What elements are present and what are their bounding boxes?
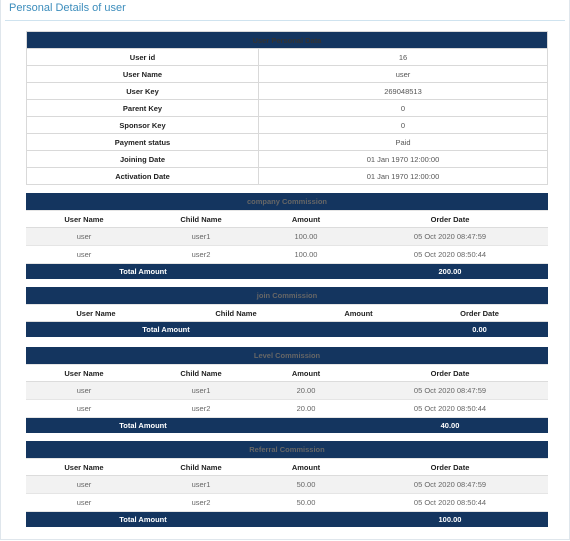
cell-child-name: user2 bbox=[142, 400, 260, 418]
level-commission-table bbox=[26, 347, 548, 433]
personal-data-header: User Personal Data bbox=[27, 32, 548, 49]
field-label: Sponsor Key bbox=[27, 117, 259, 134]
personal-row-user-name bbox=[27, 66, 548, 83]
column-header-amount: Amount bbox=[260, 459, 352, 476]
company-commission-header: company Commission bbox=[26, 193, 548, 211]
total-amount: 0.00 bbox=[411, 322, 548, 338]
total-label: Total Amount bbox=[26, 418, 260, 434]
cell-amount: 100.00 bbox=[260, 246, 352, 264]
personal-row-parent-key bbox=[27, 100, 548, 117]
level-commission-header: Level Commission bbox=[26, 347, 548, 365]
total-row bbox=[26, 418, 548, 434]
total-label: Total Amount bbox=[26, 512, 260, 528]
table-row bbox=[26, 400, 548, 418]
cell-amount: 50.00 bbox=[260, 476, 352, 494]
total-row bbox=[26, 322, 548, 338]
column-header-order-date: Order Date bbox=[352, 459, 548, 476]
field-value: 16 bbox=[259, 49, 548, 66]
total-label: Total Amount bbox=[26, 322, 306, 338]
personal-row-joining-date bbox=[27, 151, 548, 168]
cell-order-date: 05 Oct 2020 08:47:59 bbox=[352, 228, 548, 246]
cell-user-name: user bbox=[26, 476, 142, 494]
column-header-child-name: Child Name bbox=[166, 305, 306, 322]
spacer bbox=[260, 512, 352, 528]
cell-order-date: 05 Oct 2020 08:47:59 bbox=[352, 382, 548, 400]
column-header-order-date: Order Date bbox=[352, 211, 548, 228]
cell-order-date: 05 Oct 2020 08:50:44 bbox=[352, 494, 548, 512]
column-header-amount: Amount bbox=[306, 305, 411, 322]
column-header-user-name: User Name bbox=[26, 365, 142, 382]
referral-commission-header: Referral Commission bbox=[26, 441, 548, 459]
total-row bbox=[26, 264, 548, 280]
cell-user-name: user bbox=[26, 400, 142, 418]
cell-amount: 20.00 bbox=[260, 400, 352, 418]
field-label: User Name bbox=[27, 66, 259, 83]
field-value: 0 bbox=[259, 100, 548, 117]
spacer bbox=[306, 322, 411, 338]
cell-order-date: 05 Oct 2020 08:47:59 bbox=[352, 476, 548, 494]
referral-commission-section bbox=[26, 441, 548, 527]
table-row bbox=[26, 246, 548, 264]
level-commission-section bbox=[26, 347, 548, 433]
cell-user-name: user bbox=[26, 494, 142, 512]
column-header-child-name: Child Name bbox=[142, 211, 260, 228]
personal-row-sponsor-key bbox=[27, 117, 548, 134]
personal-row-user-id bbox=[27, 49, 548, 66]
personal-data-table bbox=[26, 31, 548, 185]
cell-amount: 20.00 bbox=[260, 382, 352, 400]
field-label: User id bbox=[27, 49, 259, 66]
personal-row-activation-date bbox=[27, 168, 548, 185]
company-commission-section bbox=[26, 193, 548, 279]
join-commission-header: join Commission bbox=[26, 287, 548, 305]
cell-order-date: 05 Oct 2020 08:50:44 bbox=[352, 400, 548, 418]
total-amount: 40.00 bbox=[352, 418, 548, 434]
field-value: Paid bbox=[259, 134, 548, 151]
table-row bbox=[26, 228, 548, 246]
field-value: user bbox=[259, 66, 548, 83]
column-header-user-name: User Name bbox=[26, 305, 166, 322]
total-label: Total Amount bbox=[26, 264, 260, 280]
join-commission-section bbox=[26, 287, 548, 337]
field-label: Payment status bbox=[27, 134, 259, 151]
field-value: 0 bbox=[259, 117, 548, 134]
cell-child-name: user2 bbox=[142, 494, 260, 512]
spacer bbox=[260, 418, 352, 434]
cell-child-name: user2 bbox=[142, 246, 260, 264]
table-row bbox=[26, 382, 548, 400]
cell-user-name: user bbox=[26, 246, 142, 264]
column-header-child-name: Child Name bbox=[142, 365, 260, 382]
field-label: User Key bbox=[27, 83, 259, 100]
join-commission-table bbox=[26, 287, 548, 337]
column-header-amount: Amount bbox=[260, 211, 352, 228]
field-value: 01 Jan 1970 12:00:00 bbox=[259, 151, 548, 168]
field-label: Parent Key bbox=[27, 100, 259, 117]
total-amount: 200.00 bbox=[352, 264, 548, 280]
page-title: Personal Details of user bbox=[9, 2, 126, 14]
table-row bbox=[26, 476, 548, 494]
cell-order-date: 05 Oct 2020 08:50:44 bbox=[352, 246, 548, 264]
cell-child-name: user1 bbox=[142, 476, 260, 494]
title-divider bbox=[5, 20, 565, 21]
total-amount: 100.00 bbox=[352, 512, 548, 528]
column-header-amount: Amount bbox=[260, 365, 352, 382]
column-header-child-name: Child Name bbox=[142, 459, 260, 476]
column-header-order-date: Order Date bbox=[411, 305, 548, 322]
table-row bbox=[26, 494, 548, 512]
cell-user-name: user bbox=[26, 382, 142, 400]
cell-user-name: user bbox=[26, 228, 142, 246]
cell-child-name: user1 bbox=[142, 382, 260, 400]
field-label: Activation Date bbox=[27, 168, 259, 185]
column-header-order-date: Order Date bbox=[352, 365, 548, 382]
field-value: 01 Jan 1970 12:00:00 bbox=[259, 168, 548, 185]
column-header-user-name: User Name bbox=[26, 459, 142, 476]
cell-amount: 50.00 bbox=[260, 494, 352, 512]
field-label: Joining Date bbox=[27, 151, 259, 168]
cell-child-name: user1 bbox=[142, 228, 260, 246]
field-value: 269048513 bbox=[259, 83, 548, 100]
column-header-user-name: User Name bbox=[26, 211, 142, 228]
personal-row-payment-status bbox=[27, 134, 548, 151]
personal-data-section bbox=[26, 31, 548, 185]
cell-amount: 100.00 bbox=[260, 228, 352, 246]
spacer bbox=[260, 264, 352, 280]
company-commission-table bbox=[26, 193, 548, 279]
total-row bbox=[26, 512, 548, 528]
personal-row-user-key bbox=[27, 83, 548, 100]
referral-commission-table bbox=[26, 441, 548, 527]
